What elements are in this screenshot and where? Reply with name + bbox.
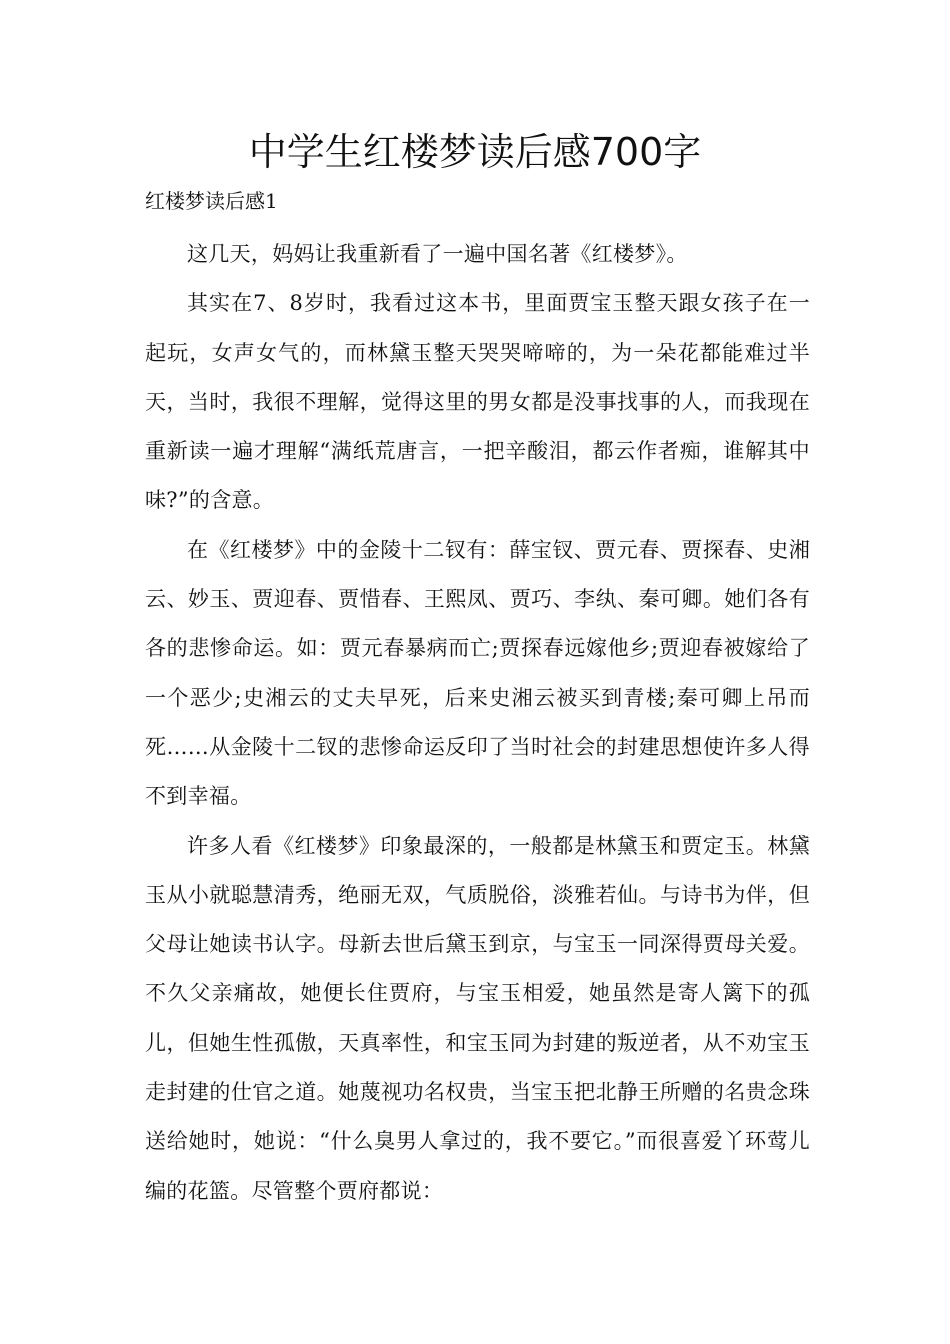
paragraph: 其实在7、8岁时，我看过这本书，里面贾宝玉整天跟女孩子在一起玩，女声女气的，而林黛玉整天哭哭啼啼的，为一朵花都能难过半天，当时，我很不理解，觉得这里的男女都是没事找事的人，而我现在重新读一遍才理解“满纸荒唐言，一把辛酸泪，都云作者痴，谁解其中味?”的含意。 [145,291,810,513]
document-title: 中学生红楼梦读后感700字 [248,130,702,174]
paragraph: 在《红楼梦》中的金陵十二钗有：薛宝钗、贾元春、贾探春、史湘云、妙玉、贾迎春、贾惜春、王熙凤、贾巧、李纨、秦可卿。她们各有各的悲惨命运。如：贾元春暴病而亡;贾探春远嫁他乡;贾迎春被嫁给了一个恶少;史湘云的丈夫早死，后来史湘云被买到青楼;秦可卿上吊而死……从金陵十二钗的悲惨命运反印了当时社会的封建思想使许多人得不到幸福。 [145,537,810,809]
paragraph: 这几天，妈妈让我重新看了一遍中国名著《红楼梦》。 [187,242,688,266]
section-heading: 红楼梦读后感1 [145,189,278,213]
paragraph: 许多人看《红楼梦》印象最深的，一般都是林黛玉和贾定玉。林黛玉从小就聪慧清秀，绝丽无双，气质脱俗，淡雅若仙。与诗书为伴，但父母让她读书认字。母新去世后黛玉到京，与宝玉一同深得贾母关爱。不久父亲痛故，她便长住贾府，与宝玉相爱，她虽然是寄人篱下的孤儿，但她生性孤傲，天真率性，和宝玉同为封建的叛逆者，从不劝宝玉走封建的仕官之道。她蔑视功名权贵，当宝玉把北静王所赠的名贵念珠送给她时，她说：“什么臭男人拿过的，我不要它。”而很喜爱丫环莺儿编的花篮。尽管整个贾府都说： [145,833,810,1203]
document-body [145,230,810,1216]
